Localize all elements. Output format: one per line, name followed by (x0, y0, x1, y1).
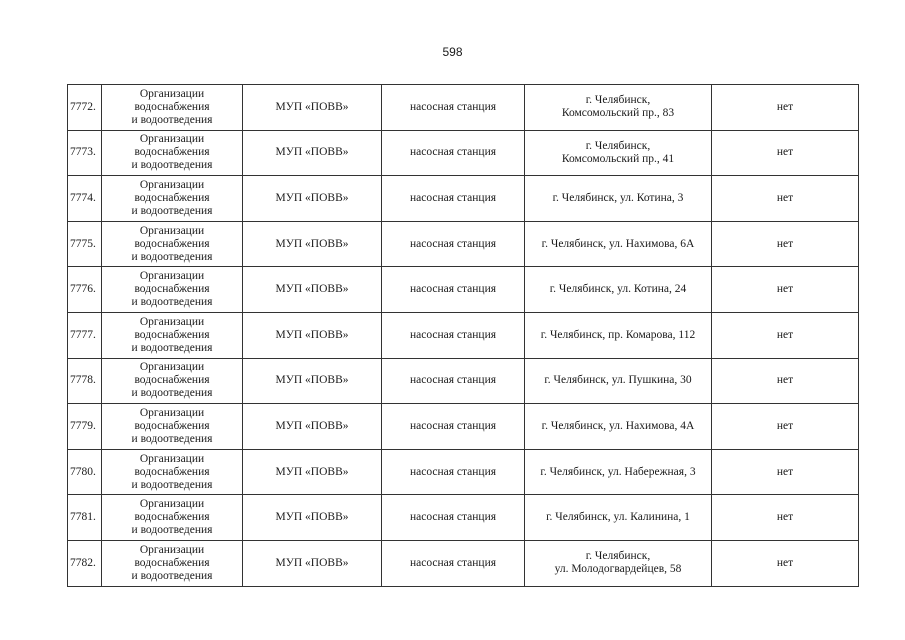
organization-line: водоснабжения (134, 237, 210, 250)
address-cell (525, 404, 712, 450)
organization-line: водоснабжения (134, 146, 210, 159)
organization-cell (102, 176, 243, 222)
table-row (68, 130, 859, 176)
address-line: г. Челябинск, ул. Калинина, 1 (546, 511, 690, 524)
organization-line: Организации (139, 361, 205, 374)
object-type-cell: насосная станция (382, 130, 525, 176)
address-line: г. Челябинск, ул. Котина, 24 (549, 283, 687, 296)
organization-line: и водоотведения (131, 387, 213, 400)
status-cell: нет (712, 267, 859, 313)
object-type-cell: насосная станция (382, 85, 525, 131)
row-number-cell: 7774. (68, 176, 102, 222)
organization-line: и водоотведения (131, 432, 213, 445)
company-cell: МУП «ПОВВ» (243, 358, 382, 404)
row-number-cell: 7775. (68, 221, 102, 267)
organization-line: и водоотведения (131, 524, 213, 537)
organization-line: Организации (139, 87, 205, 100)
company-cell: МУП «ПОВВ» (243, 267, 382, 313)
address-line: г. Челябинск, (585, 139, 651, 152)
address-line: г. Челябинск, ул. Нахимова, 4А (541, 419, 695, 432)
address-cell (525, 85, 712, 131)
organization-line: водоснабжения (134, 419, 210, 432)
organization-line: Организации (139, 133, 205, 146)
address-line: г. Челябинск, ул. Котина, 3 (552, 191, 684, 204)
object-type-cell: насосная станция (382, 312, 525, 358)
organization-cell (102, 221, 243, 267)
address-line: г. Челябинск, (585, 94, 651, 107)
organization-line: и водоотведения (131, 341, 213, 354)
organization-line: Организации (139, 498, 205, 511)
organization-cell (102, 540, 243, 586)
row-number-cell: 7778. (68, 358, 102, 404)
organization-line: водоснабжения (134, 191, 210, 204)
address-line: г. Челябинск, ул. Набережная, 3 (540, 465, 696, 478)
table-row (68, 176, 859, 222)
organization-cell (102, 267, 243, 313)
address-line: г. Челябинск, пр. Комарова, 112 (540, 328, 696, 341)
organization-line: и водоотведения (131, 569, 213, 582)
address-line: Комсомольский пр., 83 (561, 107, 675, 120)
organization-line: и водоотведения (131, 478, 213, 491)
table-row (68, 540, 859, 586)
address-line: г. Челябинск, ул. Нахимова, 6А (541, 237, 695, 250)
organization-cell (102, 85, 243, 131)
company-cell: МУП «ПОВВ» (243, 130, 382, 176)
organization-line: Организации (139, 315, 205, 328)
status-cell: нет (712, 404, 859, 450)
company-cell: МУП «ПОВВ» (243, 85, 382, 131)
organization-line: Организации (139, 270, 205, 283)
status-cell: нет (712, 176, 859, 222)
table-row (68, 358, 859, 404)
registry-table (67, 84, 859, 587)
organization-line: и водоотведения (131, 296, 213, 309)
address-cell (525, 176, 712, 222)
address-line: г. Челябинск, (585, 550, 651, 563)
organization-line: Организации (139, 406, 205, 419)
organization-line: водоснабжения (134, 465, 210, 478)
address-line: Комсомольский пр., 41 (561, 152, 675, 165)
object-type-cell: насосная станция (382, 404, 525, 450)
address-line: ул. Молодогвардейцев, 58 (554, 563, 682, 576)
organization-line: водоснабжения (134, 556, 210, 569)
address-cell (525, 540, 712, 586)
organization-line: водоснабжения (134, 328, 210, 341)
address-cell (525, 358, 712, 404)
organization-line: Организации (139, 178, 205, 191)
status-cell: нет (712, 540, 859, 586)
address-cell (525, 221, 712, 267)
row-number-cell: 7782. (68, 540, 102, 586)
row-number-cell: 7772. (68, 85, 102, 131)
table-row (68, 267, 859, 313)
organization-line: водоснабжения (134, 100, 210, 113)
organization-line: и водоотведения (131, 159, 213, 172)
organization-line: водоснабжения (134, 283, 210, 296)
organization-cell (102, 358, 243, 404)
company-cell: МУП «ПОВВ» (243, 404, 382, 450)
table-row (68, 495, 859, 541)
organization-cell (102, 312, 243, 358)
company-cell: МУП «ПОВВ» (243, 176, 382, 222)
organization-cell (102, 130, 243, 176)
object-type-cell: насосная станция (382, 176, 525, 222)
status-cell: нет (712, 495, 859, 541)
organization-line: и водоотведения (131, 204, 213, 217)
address-cell (525, 449, 712, 495)
status-cell: нет (712, 130, 859, 176)
object-type-cell: насосная станция (382, 267, 525, 313)
table-row (68, 85, 859, 131)
page-number: 598 (442, 45, 463, 59)
company-cell: МУП «ПОВВ» (243, 449, 382, 495)
organization-line: и водоотведения (131, 113, 213, 126)
table-row (68, 312, 859, 358)
organization-cell (102, 449, 243, 495)
object-type-cell: насосная станция (382, 449, 525, 495)
table-row (68, 404, 859, 450)
row-number-cell: 7776. (68, 267, 102, 313)
row-number-cell: 7773. (68, 130, 102, 176)
row-number-cell: 7777. (68, 312, 102, 358)
address-line: г. Челябинск, ул. Пушкина, 30 (544, 374, 692, 387)
organization-line: Организации (139, 543, 205, 556)
status-cell: нет (712, 312, 859, 358)
company-cell: МУП «ПОВВ» (243, 312, 382, 358)
address-cell (525, 130, 712, 176)
status-cell: нет (712, 221, 859, 267)
object-type-cell: насосная станция (382, 540, 525, 586)
organization-line: водоснабжения (134, 511, 210, 524)
row-number-cell: 7780. (68, 449, 102, 495)
company-cell: МУП «ПОВВ» (243, 540, 382, 586)
object-type-cell: насосная станция (382, 495, 525, 541)
organization-line: и водоотведения (131, 250, 213, 263)
object-type-cell: насосная станция (382, 358, 525, 404)
company-cell: МУП «ПОВВ» (243, 221, 382, 267)
row-number-cell: 7779. (68, 404, 102, 450)
organization-line: водоснабжения (134, 374, 210, 387)
status-cell: нет (712, 449, 859, 495)
organization-cell (102, 404, 243, 450)
address-cell (525, 312, 712, 358)
row-number-cell: 7781. (68, 495, 102, 541)
organization-line: Организации (139, 224, 205, 237)
address-cell (525, 267, 712, 313)
object-type-cell: насосная станция (382, 221, 525, 267)
address-cell (525, 495, 712, 541)
registry-table-body (68, 85, 859, 587)
table-row (68, 221, 859, 267)
status-cell: нет (712, 358, 859, 404)
company-cell: МУП «ПОВВ» (243, 495, 382, 541)
organization-line: Организации (139, 452, 205, 465)
status-cell: нет (712, 85, 859, 131)
organization-cell (102, 495, 243, 541)
table-row (68, 449, 859, 495)
